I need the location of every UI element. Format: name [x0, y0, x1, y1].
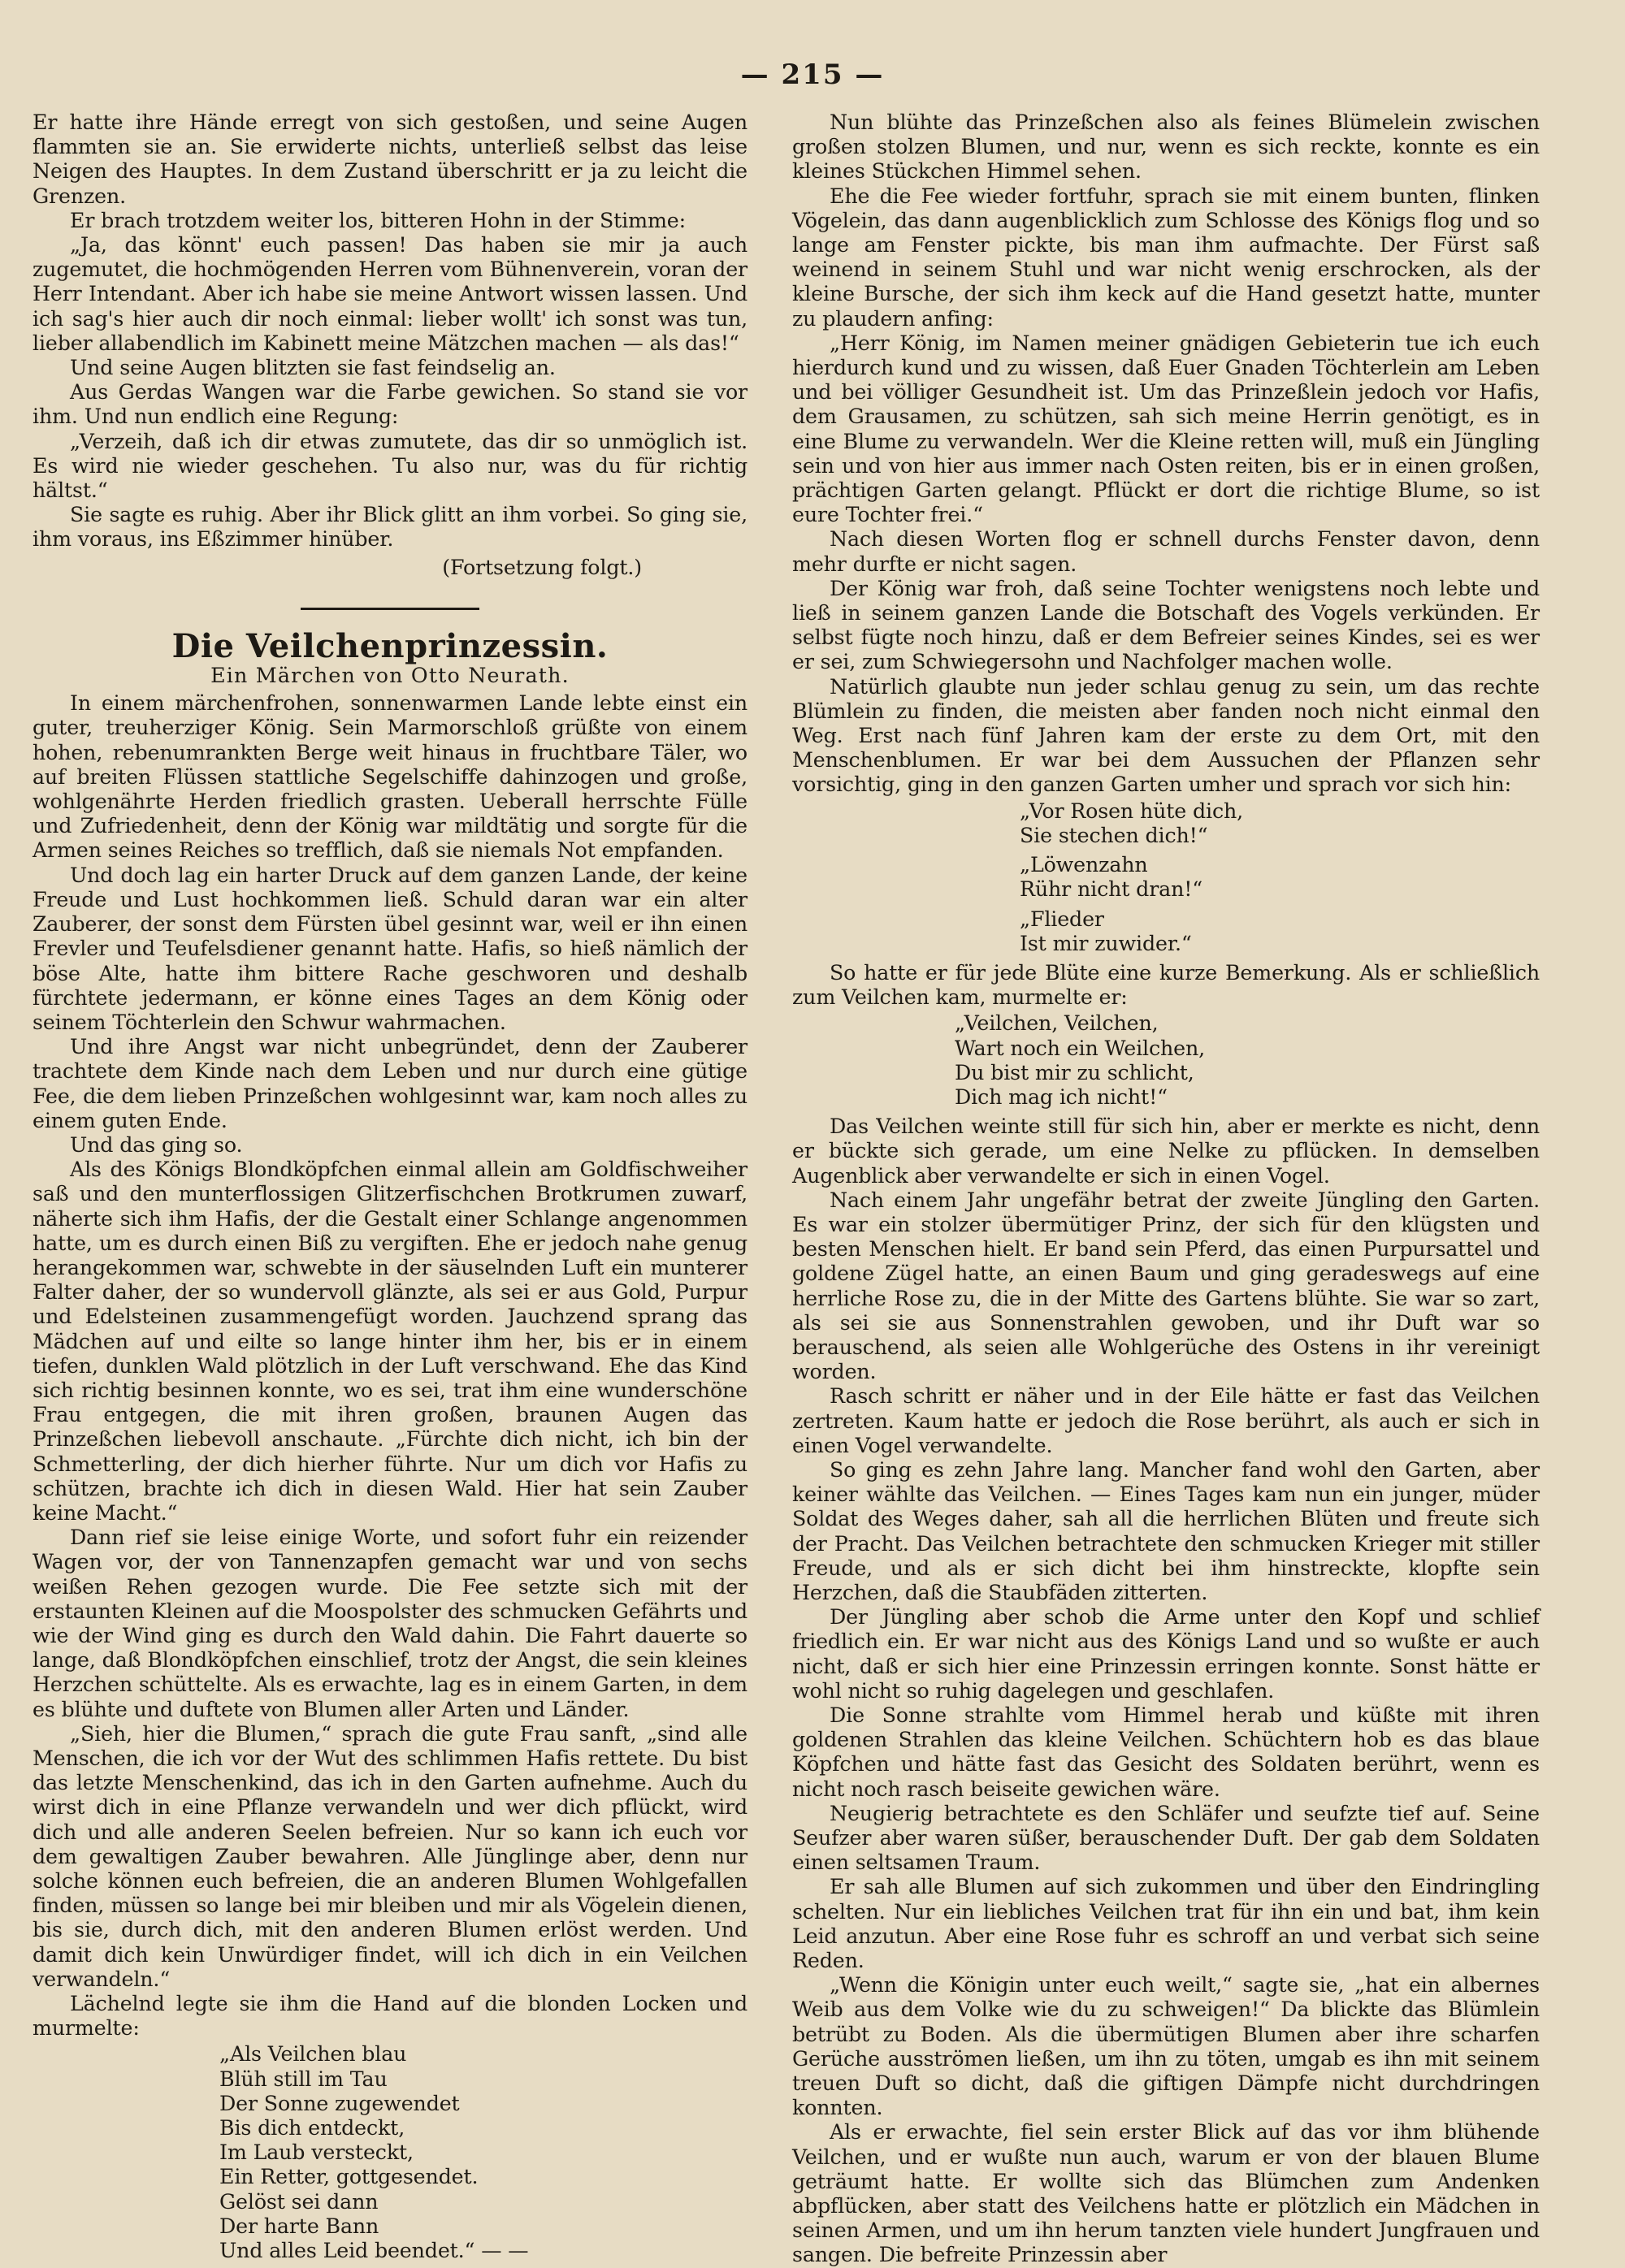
verse-line: Sie stechen dich!“ — [1020, 823, 1208, 847]
page-number: — 215 — — [740, 58, 885, 91]
verse-line: Ist mir zuwider.“ — [1020, 931, 1192, 955]
verse-roses — [792, 799, 1540, 848]
verse-line: Bis dich entdeckt, — [219, 2116, 405, 2140]
paragraph: „Sieh, hier die Blumen,“ sprach die gute Frau sanft, „sind alle Menschen, die ich vor der Wut des schlimmen Hafis rettete. Du bist das letzte Menschenkind, das ich in den Garten aufnehme. Auch du wirst dich in eine Pflanze verwandeln und wer dich pflückt, wird dich und alle anderen Seelen befreien. Nur so kann ich euch vor dem gewaltigen Zauber bewahren. Alle Jünglinge aber, denn nur solche können euch befreien, die an anderen Blumen Wohlgefallen finden, müssen so lange bei mir bleiben und mir als Vögelein dienen, bis sie, durch dich, mit den anderen Blumen erlöst werden. Und damit dich kein Unwürdiger findet, will ich dich in ein Veilchen verwandeln.“ — [32, 1721, 748, 1991]
verse-line: „Vor Rosen hüte dich, — [1020, 799, 1243, 823]
story-title: Die Veilchenprinzessin. — [171, 626, 609, 665]
paragraph: Der Jüngling aber schob die Arme unter den Kopf und schlief friedlich ein. Er war nicht aus des Königs Land und so wußte er auch nicht, daß er sich hier eine Prinzessin erringen konnte. Sonst hätte er wohl nicht so ruhig dagelegen und geschlafen. — [792, 1605, 1540, 1703]
paragraph: Als des Königs Blondköpfchen einmal allein am Goldfischweiher saß und den munterflossigen Glitzerfischchen Brotkrumen zuwarf, näherte sich ihm Hafis, der die Gestalt einer Schlange angenommen hatte, um es durch einen Biß zu vergiften. Ehe er jedoch nahe genug herangekommen war, schwebte in der säuselnden Luft ein munterer Falter daher, der so wundervoll glänzte, als sei er aus Gold, Purpur und Edelsteinen zusammengefügt worden. Jauchzend sprang das Mädchen auf und eilte so lange hinter ihm her, bis er in einem tiefen, dunklen Wald plötzlich in der Luft verschwand. Ehe das Kind sich richtig besinnen konnte, wo es sei, trat ihm eine wunderschöne Frau entgegen, die mit ihren großen, braunen Augen das Prinzeßchen liebevoll anschaute. „Fürchte dich nicht, ich bin der Schmetterling, der dich hierher führte. Nur um dich vor Hafis zu schützen, brachte ich dich in diesen Wald. Hier hat sein Zauber keine Macht.“ — [32, 1158, 748, 1525]
verse-line: „Veilchen, Veilchen, — [955, 1011, 1159, 1036]
paragraph: „Ja, das könnt' euch passen! Das haben sie mir ja auch zugemutet, die hochmögenden Herren vom Bühnenverein, voran der Herr Intendant. Aber ich habe sie meine Antwort wissen lassen. Und ich sag's hier auch dir noch einmal: lieber wollt' ich sonst was tun, lieber allabendlich im Kabinett meine Mätzchen machen — als das!“ — [32, 233, 748, 355]
paragraph: „Verzeih, daß ich dir etwas zumutete, das dir so unmöglich ist. Es wird nie wieder geschehen. Tu also nur, was du für richtig hältst.“ — [32, 429, 748, 503]
paragraph: In einem märchenfrohen, sonnenwarmen Lande lebte einst ein guter, treuherziger König. Sein Marmorschloß grüßte von einem hohen, rebenumrankten Berge weit hinaus in fruchtbare Täler, wo auf breiten Flüssen stattliche Segelschiffe dahinzogen und große, wohlgenährte Herden friedlich grasten. Ueberall herrschte Fülle und Zufriedenheit, denn der König war mildtätig und sorgte für die Armen seines Reiches so trefflich, daß sie niemals Not empfanden. — [32, 691, 748, 863]
verse-line: „Als Veilchen blau — [219, 2042, 407, 2067]
paragraph: Neugierig betrachtete es den Schläfer und seufzte tief auf. Seine Seufzer aber waren süßer, berauschender Duft. Der gab dem Soldaten einen seltsamen Traum. — [792, 1801, 1540, 1875]
paragraph: Als er erwachte, fiel sein erster Blick auf das vor ihm blühende Veilchen, und er wußte nun auch, warum er von der blauen Blume geträumt hatte. Er wollte sich das Blümchen zum Andenken abpflücken, aber statt des Veilchens hatte er plötzlich ein Mädchen in seinen Armen, und um ihn herum tanzten viele hundert Jungfrauen und sangen. Die befreite Prinzessin aber — [792, 2120, 1540, 2267]
paragraph: Ehe die Fee wieder fortfuhr, sprach sie mit einem bunten, flinken Vögelein, das dann augenblicklich zum Schlosse des Königs flog und so lange am Fenster pickte, bis man ihm aufmachte. Der Fürst saß weinend in seinem Stuhl und war nicht wenig erschrocken, als der kleine Bursche, der sich ihm keck auf die Hand gesetzt hatte, munter zu plaudern anfing: — [792, 184, 1540, 331]
verse-dandelion — [792, 853, 1540, 902]
paragraph: Er brach trotzdem weiter los, bitteren Hohn in der Stimme: — [70, 208, 686, 232]
paragraph: Lächelnd legte sie ihm die Hand auf die blonden Locken und murmelte: — [32, 1992, 748, 2041]
byline: Ein Märchen von Otto Neurath. — [210, 664, 570, 688]
verse-line: Der Sonne zugewendet — [219, 2091, 460, 2115]
verse-line: Blüh still im Tau — [219, 2067, 388, 2091]
paragraph: Das Veilchen weinte still für sich hin, aber er merkte es nicht, denn er bückte sich gerade, um eine Nelke zu pflücken. In demselben Augenblick aber verwandelte er sich in einen Vogel. — [792, 1115, 1540, 1188]
verse-line: Im Laub versteckt, — [219, 2140, 414, 2165]
verse-line: „Löwenzahn — [1020, 853, 1148, 877]
verse-fairy-spell — [32, 2042, 748, 2263]
paragraph: Nach diesen Worten flog er schnell durchs Fenster davon, denn mehr durfte er nicht sagen. — [792, 527, 1540, 576]
paragraph: Dann rief sie leise einige Worte, und sofort fuhr ein reizender Wagen vor, der von Tannenzapfen gemacht war und von sechs weißen Rehen gezogen wurde. Die Fee setzte sich mit der erstaunten Kleinen auf die Moospolster des schmucken Gefährts und wie der Wind ging es durch den Wald dahin. Die Fahrt dauerte so lange, daß Blondköpfchen einschlief, trotz der Angst, die sein kleines Herzchen schüttelte. Als es erwachte, lag es in einem Garten, in dem es blühte und duftete von Blumen aller Arten und Länder. — [32, 1526, 748, 1721]
paragraph: Und seine Augen blitzten sie fast feindselig an. — [70, 356, 556, 380]
paragraph: Rasch schritt er näher und in der Eile hätte er fast das Veilchen zertreten. Kaum hatte er jedoch die Rose berührt, als auch er sich in einen Vogel verwandelte. — [792, 1384, 1540, 1457]
paragraph: Er hatte ihre Hände erregt von sich gestoßen, und seine Augen flammten sie an. Sie erwiderte nichts, unterließ selbst das leise Neigen des Hauptes. In dem Zustand überschritt er ja zu leicht die Grenzen. — [32, 110, 748, 208]
verse-line: Du bist mir zu schlicht, — [955, 1060, 1194, 1084]
paragraph: Er sah alle Blumen auf sich zukommen und über den Eindringling schelten. Nur ein liebliches Veilchen trat für ihn ein und bat, ihm kein Leid anzutun. Aber eine Rose fuhr es schroff an und verbat sich seine Reden. — [792, 1875, 1540, 1973]
paragraph: Und das ging so. — [70, 1132, 243, 1157]
right-column — [792, 110, 1540, 2268]
paragraph: So ging es zehn Jahre lang. Mancher fand wohl den Garten, aber keiner wählte das Veilchen. — Eines Tages kam nun ein junger, müder Soldat des Weges daher, sah all die herrlichen Blüten und freute sich der Pracht. Das Veilchen betrachtete den schmucken Krieger mit stiller Freude, und als er sich dicht bei ihm hinstreckte, klopfte sein Herzchen, daß die Staubfäden zitterten. — [792, 1457, 1540, 1604]
paragraph: Und doch lag ein harter Druck auf dem ganzen Lande, der keine Freude und Lust hochkommen ließ. Schuld daran war ein alter Zauberer, der sonst dem Fürsten übel gesinnt war, weil er ihn einen Frevler und Teufelsdiener genannt hatte. Hafis, so hieß nämlich der böse Alte, hatte ihm bittere Rache geschworen und deshalb fürchtete jedermann, er könne eines Tages an dem König oder seinem Töchterlein den Schwur wahrmachen. — [32, 863, 748, 1034]
verse-line: Gelöst sei dann — [219, 2189, 379, 2214]
paragraph: Aus Gerdas Wangen war die Farbe gewichen. So stand sie vor ihm. Und nun endlich eine Regung: — [32, 380, 748, 429]
paragraph: Und ihre Angst war nicht unbegründet, denn der Zauberer trachtete dem Kinde nach dem Leben und nur durch eine gütige Fee, die dem lieben Prinzeßchen wohlgesinnt war, kam noch alles zu einem guten Ende. — [32, 1035, 748, 1132]
verse-line: „Flieder — [1020, 907, 1104, 931]
paragraph: „Wenn die Königin unter euch weilt,“ sagte sie, „hat ein albernes Weib aus dem Volke wie du zu schweigen!“ Da blickte das Blümlein betrübt zu Boden. Als die übermütigen Blumen aber ihre scharfen Gerüche ausströmen ließen, um ihn zu töten, umgab es ihn mit seinem treuen Duft so dicht, daß die giftigen Dämpfe nicht durchdringen konnten. — [792, 1973, 1540, 2120]
verse-line: Der harte Bann — [219, 2214, 379, 2238]
paragraph: Der König war froh, daß seine Tochter wenigstens noch lebte und ließ in seinem ganzen Lande die Botschaft des Vogels verkünden. Er selbst fügte noch hinzu, daß er dem Befreier seines Kindes, sei es wer er sei, zum Schwiegersohn und Nachfolger machen wolle. — [792, 576, 1540, 674]
verse-line: Rühr nicht dran!“ — [1020, 877, 1203, 902]
paragraph: So hatte er für jede Blüte eine kurze Bemerkung. Als er schließlich zum Veilchen kam, murmelte er: — [792, 960, 1540, 1010]
paragraph: Die Sonne strahlte vom Himmel herab und küßte mit ihren goldenen Strahlen das kleine Veilchen. Schüchtern hob es das blaue Köpfchen und hätte fast das Gesicht des Soldaten berührt, wenn es nicht noch rasch beiseite gewichen wäre. — [792, 1703, 1540, 1801]
verse-line: Und alles Leid beendet.“ — — — [219, 2239, 529, 2263]
paragraph: Sie sagte es ruhig. Aber ihr Blick glitt an ihm vorbei. So ging sie, ihm voraus, ins Eßzimmer hinüber. — [32, 503, 748, 552]
paragraph: Nach einem Jahr ungefähr betrat der zweite Jüngling den Garten. Es war ein stolzer übermütiger Prinz, der sich für den klügsten und besten Menschen hielt. Er band sein Pferd, das einen Purpursattel und goldene Zügel hatte, an einen Baum und ging geradeswegs auf eine herrliche Rose zu, die in der Mitte des Gartens blühte. Sie war so zart, als sei sie aus Sonnenstrahlen gewoben, und ihr Duft war so berauschend, als seien alle Wohlgerüche des Ostens in ihr vereinigt worden. — [792, 1188, 1540, 1384]
verse-lilac — [792, 907, 1540, 956]
verse-line: Wart noch ein Weilchen, — [955, 1036, 1206, 1060]
verse-line: Ein Retter, gottgesendet. — [219, 2165, 479, 2189]
continuation-note: (Fortsetzung folgt.) — [442, 555, 642, 579]
verse-line: Dich mag ich nicht!“ — [955, 1084, 1168, 1109]
paragraph: „Herr König, im Namen meiner gnädigen Gebieterin tue ich euch hierdurch kund und zu wissen, daß Euer Gnaden Töchterlein am Leben und bei völliger Gesundheit ist. Um das Prinzeßlein jedoch vor Hafis, dem Grausamen, zu schützen, sah sich meine Herrin genötigt, es in eine Blume zu verwandeln. Wer die Kleine retten will, muß ein Jüngling sein und von hier aus immer nach Osten reiten, bis er in einen großen, prächtigen Garten gelangt. Pflückt er dort die richtige Blume, so ist eure Tochter frei.“ — [792, 331, 1540, 527]
section-divider — [301, 608, 479, 610]
verse-violet — [792, 1011, 1540, 1110]
left-column — [32, 110, 748, 2268]
paragraph: Natürlich glaubte nun jeder schlau genug zu sein, um das rechte Blümlein zu finden, die meisten aber fanden noch nicht einmal den Weg. Erst nach fünf Jahren kam der erste zu dem Ort, mit den Menschenblumen. Er war bei dem Aussuchen der Pflanzen sehr vorsichtig, ging in den ganzen Garten umher und sprach vor sich hin: — [792, 674, 1540, 797]
paragraph: Nun blühte das Prinzeßchen also als feines Blümelein zwischen großen stolzen Blumen, und nur, wenn es sich reckte, konnte es ein kleines Stückchen Himmel sehen. — [792, 110, 1540, 184]
